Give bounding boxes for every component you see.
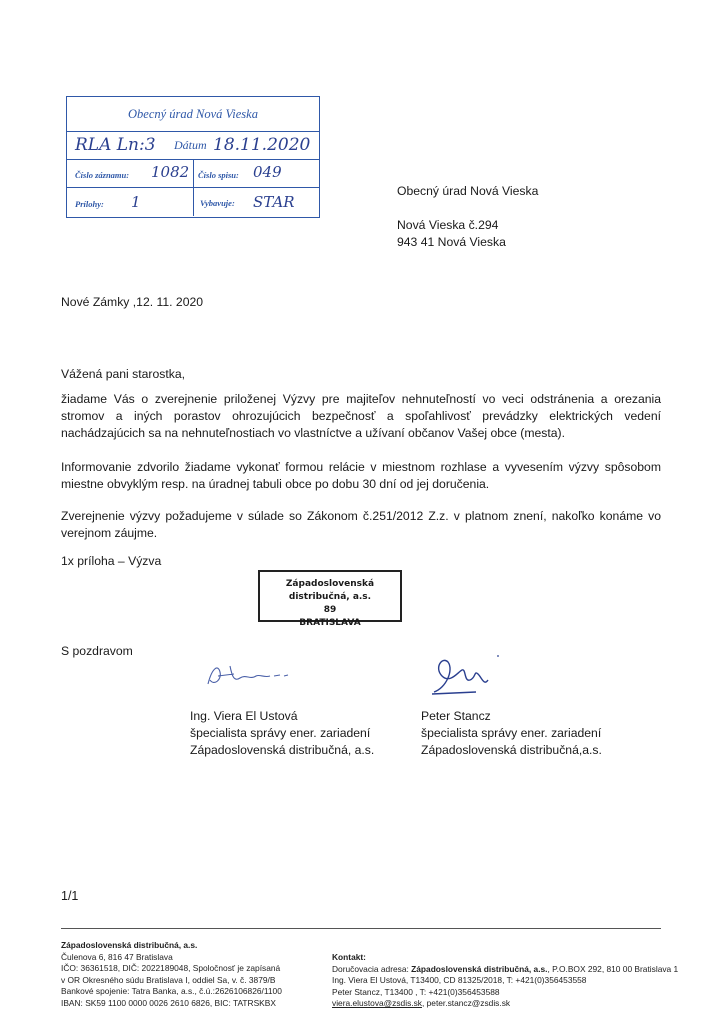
- footer-divider: [61, 928, 661, 929]
- footer-left-line-1: Západoslovenská distribučná, a.s.: [61, 940, 198, 950]
- footer-company-info: [61, 940, 282, 1010]
- signature-1: [200, 656, 296, 696]
- signatory-2: [421, 708, 602, 759]
- company-stamp-line-3: BRATISLAVA: [299, 618, 361, 628]
- stamp-hw-vybavuje: STAR: [253, 193, 295, 211]
- footer-contact-emails: [332, 998, 678, 1010]
- page-number: 1/1: [61, 889, 79, 903]
- salutation: Vážená pani starostka,: [61, 367, 185, 381]
- stamp-zaznam-label: Číslo záznamu:: [75, 170, 130, 180]
- footer-contact: [332, 952, 678, 1010]
- signatory-1-company: Západoslovenská distribučná, a.s.: [190, 743, 375, 757]
- stamp-vybavuje-label: Vybavuje:: [200, 198, 235, 208]
- footer-left-line-4: v OR Okresného súdu Bratislava I, oddiel Sa, v. č. 3879/B: [61, 974, 276, 985]
- company-stamp-line-1: Západoslovenská distribučná, a.s.: [285, 579, 375, 602]
- footer-left-line-6: IBAN: SK59 1100 0000 0026 2610 6826, BIC: TATRSKBX: [61, 997, 276, 1008]
- footer-addr-company: Západoslovenská distribučná, a.s.: [411, 963, 548, 974]
- recipient-line-3: 943 41 Nová Vieska: [397, 235, 506, 249]
- stamp-hw-zaznam: 1082: [151, 163, 190, 181]
- footer-addr-rest: , P.O.BOX 292, 810 00 Bratislava 1: [547, 963, 679, 974]
- body-paragraph-3: Zverejnenie výzvy požadujeme v súlade so Zákonom č.251/2012 Z.z. v platnom znení, nakoľko konáme vo verejnom záujme.: [61, 509, 661, 540]
- stamp-hw-prilohy: 1: [131, 193, 141, 211]
- stamp-prilohy-label: Prílohy:: [75, 199, 104, 209]
- signatory-2-company: Západoslovenská distribučná,a.s.: [421, 743, 602, 757]
- stamp-hw-datum: 18.11.2020: [213, 135, 311, 155]
- recipient-line-1: Obecný úrad Nová Vieska: [397, 184, 539, 198]
- signatory-1-name: Ing. Viera El Ustová: [190, 709, 298, 723]
- signatory-1: [190, 708, 374, 759]
- stamp-hw-spis: 049: [253, 163, 282, 181]
- closing: S pozdravom: [61, 644, 133, 658]
- stamp-spis-label: Číslo spisu:: [198, 170, 239, 180]
- recipient-address: [397, 183, 538, 251]
- footer-contact-address: [332, 964, 678, 976]
- stamp-datum-label: Dátum: [174, 138, 207, 152]
- registry-stamp: [66, 96, 320, 218]
- footer-left-line-3: IČO: 36361518, DIČ: 2022189048, Spoločnosť je zapísaná: [61, 963, 281, 974]
- stamp-hw-reg: RLA Ln:3: [75, 135, 156, 155]
- footer-addr-prefix: Doručovacia adresa:: [332, 963, 412, 974]
- attachment-note: 1x príloha – Výzva: [61, 554, 162, 568]
- recipient-line-2: Nová Vieska č.294: [397, 218, 499, 232]
- signature-2: [428, 650, 508, 698]
- body-paragraph-2: Informovanie zdvorilo žiadame vykonať formou relácie v miestnom rozhlase a vyvesením výzvy spôsobom miestne obvyklým resp. na úradnej tabuli obce po dobu 30 dní od jej doručenia.: [61, 460, 661, 491]
- footer-contact-heading: Kontakt:: [332, 952, 366, 962]
- email-link-1[interactable]: viera.elustova@zsdis.sk: [332, 998, 422, 1009]
- footer-left-line-5: Bankové spojenie: Tatra Banka, a.s., č.ú.:2626106826/1100: [61, 986, 282, 997]
- footer-left-line-2: Čulenova 6, 816 47 Bratislava: [61, 951, 173, 962]
- email-link-2[interactable]: , peter.stancz@zsdis.sk: [421, 998, 511, 1009]
- footer-contact-line-3: Peter Stancz, T13400 , T: +421(0)356453588: [332, 986, 500, 997]
- date-line: Nové Zámky ,12. 11. 2020: [61, 295, 204, 309]
- footer-contact-line-2: Ing. Viera El Ustová, T13400, CD 81325/2018, T: +421(0)356453558: [332, 975, 587, 986]
- signatory-2-role: špecialista správy ener. zariadení: [421, 726, 602, 740]
- signatory-1-role: špecialista správy ener. zariadení: [190, 726, 371, 740]
- signatory-2-name: Peter Stancz: [421, 709, 491, 723]
- body-paragraph-1: žiadame Vás o zverejnenie priloženej Výzvy pre majiteľov nehnuteľností vo veci odstránenia a orezania stromov a iných porastov ohrozujúcich bezpečnosť a spoľahlivosť prevádzky elektrických vedení nachádzajúcich sa na nehnuteľnostiach vo vlastníctve a užívaní občanov Vašej obce (mesta).: [61, 392, 661, 440]
- company-stamp: [258, 570, 402, 628]
- stamp-office: Obecný úrad Nová Vieska: [128, 107, 258, 121]
- company-stamp-line-2: 89: [323, 605, 337, 615]
